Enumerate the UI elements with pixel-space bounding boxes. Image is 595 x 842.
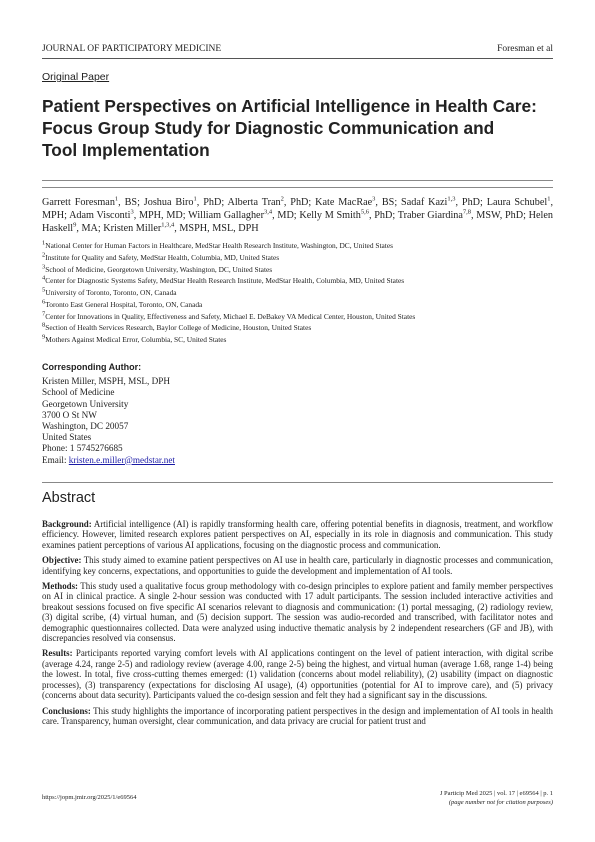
citation-text: J Particip Med 2025 | vol. 17 | e69564 | p. 1 — [439, 790, 553, 797]
author-affiliation-ref: 3 — [130, 208, 134, 216]
affiliation-text: School of Medicine, Georgetown University, Washington, DC, United States — [45, 264, 273, 274]
affiliation-number: 8 — [42, 321, 46, 329]
author-name: Helen Haskell — [42, 210, 553, 235]
author-list — [42, 196, 553, 236]
footer-citation — [440, 790, 553, 807]
abstract-section-label: Background: — [42, 519, 92, 529]
author-name: William Gallagher — [188, 210, 264, 222]
abstract-heading: Abstract — [42, 490, 96, 506]
corresponding-heading: Corresponding Author: — [42, 362, 142, 372]
affiliation — [42, 322, 553, 334]
author-degree: , MSPH, MSL, DPH — [174, 223, 259, 235]
abstract-section-label: Conclusions: — [42, 705, 91, 716]
affiliation-text: Center for Diagnostic Systems Safety, MedStar Health Research Institute, MedStar Health, Columbia, MD, United States — [45, 276, 405, 286]
affiliation-text: Toronto East General Hospital, Toronto, ON, Canada — [45, 299, 203, 309]
journal-name: JOURNAL OF PARTICIPATORY MEDICINE — [42, 44, 222, 54]
author-name: Alberta Tran — [227, 197, 281, 208]
abstract-section-label: Methods: — [42, 581, 78, 592]
running-header — [42, 44, 553, 58]
email-link[interactable]: kristen.e.miller@medstar.net — [68, 454, 175, 465]
author-degree: , PhD; — [455, 197, 487, 208]
title-line: Tool Implementation — [42, 140, 210, 160]
author-affiliation-ref: 2 — [280, 195, 284, 203]
abstract-section — [42, 706, 553, 727]
paper-title — [42, 95, 562, 161]
author-name: Joshua Biro — [143, 197, 194, 208]
affiliation — [42, 287, 553, 299]
corr-line: School of Medicine — [42, 387, 115, 398]
author-name: Kelly M Smith — [299, 210, 361, 222]
author-affiliation-ref: 5,6 — [360, 208, 369, 216]
author-name: Traber Giardina — [397, 210, 463, 222]
abstract-section — [42, 648, 553, 700]
author-name: Adam Visconti — [69, 210, 131, 222]
corr-line: United States — [42, 432, 92, 443]
abstract-section — [42, 555, 553, 576]
abstract-section-label: Results: — [42, 648, 73, 659]
affiliation — [42, 275, 553, 287]
email-label: Email: — [42, 454, 69, 465]
author-affiliation-ref: 9 — [73, 222, 77, 230]
title-line: Patient Perspectives on Artificial Intelligence in Health Care: — [42, 96, 537, 116]
affiliation-number: 4 — [42, 274, 46, 282]
corresponding-author — [42, 362, 342, 466]
corr-line: Georgetown University — [42, 398, 129, 409]
abstract-section-text: Artificial intelligence (AI) is rapidly transforming health care, offering potential benefits in diagnosis, treatment, and workflow efficiency. However, limited research explores patient perspectives on AI, especially in its role in diagnosis and communication. This study examines patient perceptions of various AI applications, focusing on the diagnostic process and communication. — [42, 519, 553, 550]
title-rule-bottom — [42, 187, 553, 188]
title-line: Focus Group Study for Diagnostic Communication and — [42, 118, 495, 138]
paper-type: Original Paper — [42, 71, 110, 83]
affiliation-number: 6 — [42, 298, 46, 306]
affiliation-number: 5 — [42, 286, 46, 294]
affiliation — [42, 240, 553, 252]
affiliation-text: National Center for Human Factors in Healthcare, MedStar Health Research Institute, Washington, DC, United States — [45, 241, 394, 250]
affiliation — [42, 252, 553, 264]
author-degree: , PhD; — [283, 197, 316, 208]
affiliation-number: 2 — [42, 251, 46, 259]
author-degree: , MD; — [272, 210, 300, 222]
abstract-section-text: This study highlights the importance of incorporating patient perspectives in the design and implementation of AI tools in health care. Transparency, human oversight, clear communication, and data privacy are crucial for patient trust and — [42, 705, 553, 726]
corr-email-line — [42, 455, 342, 466]
affiliation-text: Mothers Against Medical Error, Columbia, SC, United States — [45, 335, 227, 344]
abstract-rule — [42, 482, 553, 483]
author-degree: , BS; — [375, 197, 402, 208]
abstract-section — [42, 519, 553, 550]
author-affiliation-ref: 3,4 — [263, 208, 273, 216]
footer-url[interactable]: https://jopm.jmir.org/2025/1/e69564 — [42, 794, 137, 801]
author-affiliation-ref: 3 — [372, 195, 376, 203]
abstract-section-label: Objective: — [42, 555, 82, 566]
corr-line: Washington, DC 20057 — [42, 421, 129, 432]
author-affiliation-ref: 1 — [114, 195, 119, 203]
author-degree: , MSW, PhD; — [471, 210, 529, 222]
abstract-body — [42, 519, 553, 731]
author-affiliation-ref: 1 — [193, 195, 197, 203]
author-affiliation-ref: 1 — [547, 195, 551, 203]
author-degree: , MPH; — [42, 197, 553, 222]
affiliation-list — [42, 240, 553, 346]
header-rule — [42, 58, 553, 59]
affiliation-text: University of Toronto, Toronto, ON, Canada — [45, 288, 177, 297]
author-degree: , MPH, MD; — [133, 210, 189, 222]
affiliation — [42, 334, 553, 346]
affiliation-number: 7 — [42, 310, 46, 318]
author-affiliation-ref: 1,3,4 — [161, 222, 175, 230]
affiliation — [42, 311, 553, 323]
author-affiliation-ref: 1,3 — [447, 195, 456, 203]
author-name: Sadaf Kazi — [401, 197, 448, 208]
corr-line: 3700 O St NW — [42, 409, 97, 420]
affiliation — [42, 264, 553, 276]
corr-line: Kristen Miller, MSPH, MSL, DPH — [42, 376, 171, 387]
author-name: Kristen Miller — [103, 223, 162, 235]
author-degree: , BS; — [118, 197, 144, 208]
author-name: Kate MacRae — [315, 197, 373, 208]
affiliation-text: Institute for Quality and Safety, MedStar Health, Columbia, MD, United States — [45, 252, 280, 262]
affiliation-text: Center for Innovations in Quality, Effectiveness and Safety, Michael E. DeBakey VA Medical Center, Houston, United States — [45, 311, 416, 321]
author-degree: , PhD; — [368, 210, 398, 222]
author-degree: , MA; — [76, 223, 104, 235]
author-affiliation-ref: 7,8 — [462, 208, 472, 216]
author-name: Garrett Foresman — [42, 197, 115, 208]
abstract-section-text: Participants reported varying comfort levels with AI applications contingent on the level of patient interaction, with digital scribe (average 4.24, range 2-5) and radiology review (average 4.00, range 2-5) being the highest, and virtual human (average 1.68, range 1-4) being the lowest. In total, five cross-cutting themes emerged: (1) validation (concerns about model reliability), (2) usability (impact on diagnostic processes), (3) transparency (expectations for disclosing AI usage), (4) opportunities (potential for AI to improve care), and (5) privacy (concerns about data security). Participants valued the co-design session and felt they had a significant say in the discussions. — [42, 648, 554, 701]
abstract-section-text: This study used a qualitative focus group methodology with co-design principles to explore patient and family member perspectives on AI in clinical practice. A single 2-hour session was conducted with 17 adult participants. The session included interactive activities and breakout sessions focused on five specific AI scenarios relevant to diagnosis and communication: (1) portal messaging, (2) radiology review, (3) digital scribe, (4) virtual human, and (5) decision support. The session was audio-recorded and transcribed, with facilitator notes and demographic questionnaires collected. Data were analyzed using inductive thematic analysis by 2 independent researchers (GF and JB), with discrepancies resolved via consensus. — [42, 581, 553, 644]
author-degree: , PhD; — [196, 197, 228, 208]
affiliation-number: 9 — [42, 333, 46, 341]
title-rule-top — [42, 180, 553, 181]
affiliation-text: Section of Health Services Research, Baylor College of Medicine, Houston, United States — [45, 323, 312, 333]
author-name: Laura Schubel — [486, 197, 548, 208]
corr-line: Phone: 1 5745276685 — [42, 443, 123, 454]
abstract-section-text: This study aimed to examine patient perspectives on AI use in health care, particularly in diagnostic processes and communication, identifying key concerns, expectations, and opportunities to guide the development and implementation of AI tools. — [42, 555, 553, 576]
affiliation-number: 3 — [42, 263, 46, 271]
affiliation-number: 1 — [42, 239, 46, 247]
abstract-section — [42, 581, 553, 643]
running-author: Foresman et al — [497, 44, 553, 54]
affiliation — [42, 299, 553, 311]
citation-note: (page number not for citation purposes) — [448, 798, 553, 806]
